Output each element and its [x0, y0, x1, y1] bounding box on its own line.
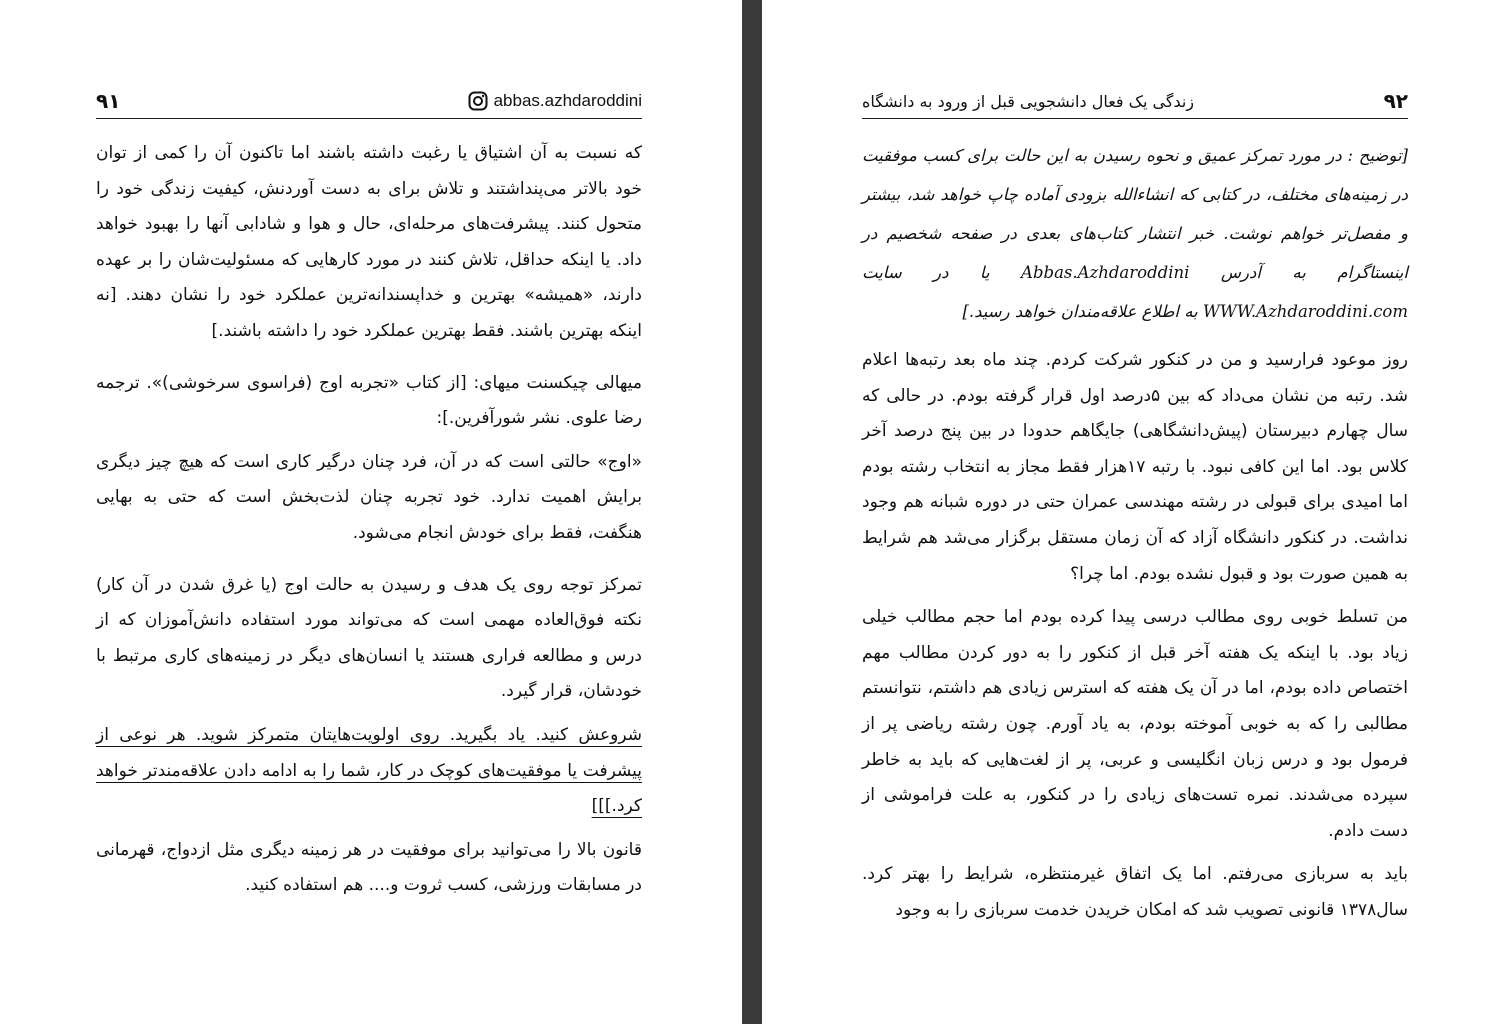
- page-number: ۹۱: [96, 89, 121, 113]
- instagram-icon: [468, 91, 488, 111]
- left-page: [0, 0, 742, 1024]
- paragraph: باید به سربازی می‌رفتم. اما یک اتفاق غیرمنتظره، شرایط را بهتر کرد. سال۱۳۷۸ قانونی تصویب شد که امکان خریدن خدمت سربازی را به وجود: [862, 864, 1408, 920]
- right-page: [762, 0, 1505, 1024]
- page-number: ۹۲: [1383, 89, 1408, 113]
- paragraph: که نسبت به آن اشتیاق یا رغبت داشته باشند اما تاکنون آن را کمی از توان خود بالاتر می‌پنداشتند و تلاش برای به دست آوردنش، کیفیت زندگی خود را متحول کنند. پیشرفت‌های مرحله‌ای، حال و هوا و شادابی آنها را بهبود خواهد داد. یا اینکه حداقل، تلاش کنند در مورد کارهایی که مسئولیت‌شان را بر عهده دارند، «همیشه» بهترین و خداپسندانه‌ترین عملکرد خود را نشان دهند. [نه اینکه بهترین باشند. فقط بهترین عملکرد خود را داشته باشند.]: [96, 143, 642, 341]
- handle-text: abbas.azhdaroddini: [493, 91, 642, 110]
- paragraph: من تسلط خوبی روی مطالب درسی پیدا کرده بودم اما حجم مطالب خیلی زیاد بود. با اینکه یک هفته آخر قبل از کنکور را به دور کردن مطالب مهم اختصاص داده بودم، اما در آن یک هفته که استرس زیادی هم داشتم، نتوانستم مطالبی را که به خوبی آموخته بودم، به یاد آورم. چون رشته ریاضی پر از فرمول بود و درس زبان انگلیسی و عربی، پر از لغت‌هایی که باید به خاطر سپرده می‌شدند. نمره تست‌های زیادی را در کنکور، به علت فراموشی از دست دادم.: [862, 607, 1408, 841]
- paragraph: قانون بالا را می‌توانید برای موفقیت در هر زمینه دیگری مثل ازدواج، قهرمانی در مسابقات ورزشی، کسب ثروت و.... هم استفاده کنید.: [96, 839, 642, 896]
- running-title: زندگی یک فعال دانشجویی قبل از ورود به دانشگاه: [862, 91, 1195, 111]
- instagram-handle: [468, 91, 642, 111]
- italic-note: [توضیح : در مورد تمرکز عمیق و نحوه رسیدن به این حالت برای کسب موفقیت در زمینه‌های مختلف، در کتابی که انشاءالله بزودی آماده چاپ خواهد شد، بیشتر و مفصل‌تر خواهم نوشت. خبر انتشار کتاب‌های بعدی در صفحه شخصیم در اینستاگرام به آدرس Abbas.Azhdaroddini یا در سایت WWW.Azhdaroddini.com به اطلاع علاقه‌مندان خواهد رسید.]: [862, 146, 1408, 321]
- quote-citation: میهالی چیکسنت میهای: [از کتاب «تجربه اوج (فراسوی سرخوشی)». ترجمه رضا علوی. نشر شورآفرین.]:: [96, 372, 642, 429]
- paragraph: روز موعود فرارسید و من در کنکور شرکت کردم. چند ماه بعد رتبه‌ها اعلام شد. رتبه من نشان می‌داد که بین ۵درصد اول قرار گرفته بودم. در حالی که سال چهارم دبیرستان (پیش‌دانشگاهی) جایگاهم حدودا در بین پنج درصد آخر کلاس بود. اما این کافی نبود. با رتبه ۱۷هزار فقط مجاز به انتخاب رشته بودم اما امیدی برای قبولی در رشته مهندسی عمران حتی در دوره شبانه هم وجود نداشت. در کنکور دانشگاه آزاد که آن زمان مستقل برگزار می‌شد هم شرایط به همین صورت بود و قبول نشده بودم. اما چرا؟: [862, 350, 1408, 584]
- left-page-header: [96, 84, 642, 119]
- book-spine: [742, 0, 762, 1024]
- underlined-paragraph: شروعش کنید. یاد بگیرید. روی اولویت‌هایتان متمرکز شوید. هر نوعی از پیشرفت یا موفقیت‌های کوچک در کار، شما را به ادامه دادن علاقه‌مندتر خواهد کرد.]]]: [96, 724, 642, 817]
- left-page-body: [96, 136, 642, 912]
- right-page-body: [862, 136, 1408, 937]
- quote-text: «اوج» حالتی است که در آن، فرد چنان درگیر کاری است که هیچ چیز دیگری برایش اهمیت ندارد. خود تجربه چنان لذت‌بخش است که حتی به بهایی هنگفت، فقط برای خودش انجام می‌شود.: [96, 451, 642, 543]
- paragraph: تمرکز توجه روی یک هدف و رسیدن به حالت اوج (یا غرق شدن در آن کار) نکته فوق‌العاده مهمی است که می‌تواند مورد استفاده دانش‌آموزان که از درس و مطالعه فراری هستند یا انسان‌های دیگر در زمینه‌های کاری مرتبط با خودشان، قرار گیرد.: [96, 574, 642, 702]
- right-page-header: [862, 84, 1408, 119]
